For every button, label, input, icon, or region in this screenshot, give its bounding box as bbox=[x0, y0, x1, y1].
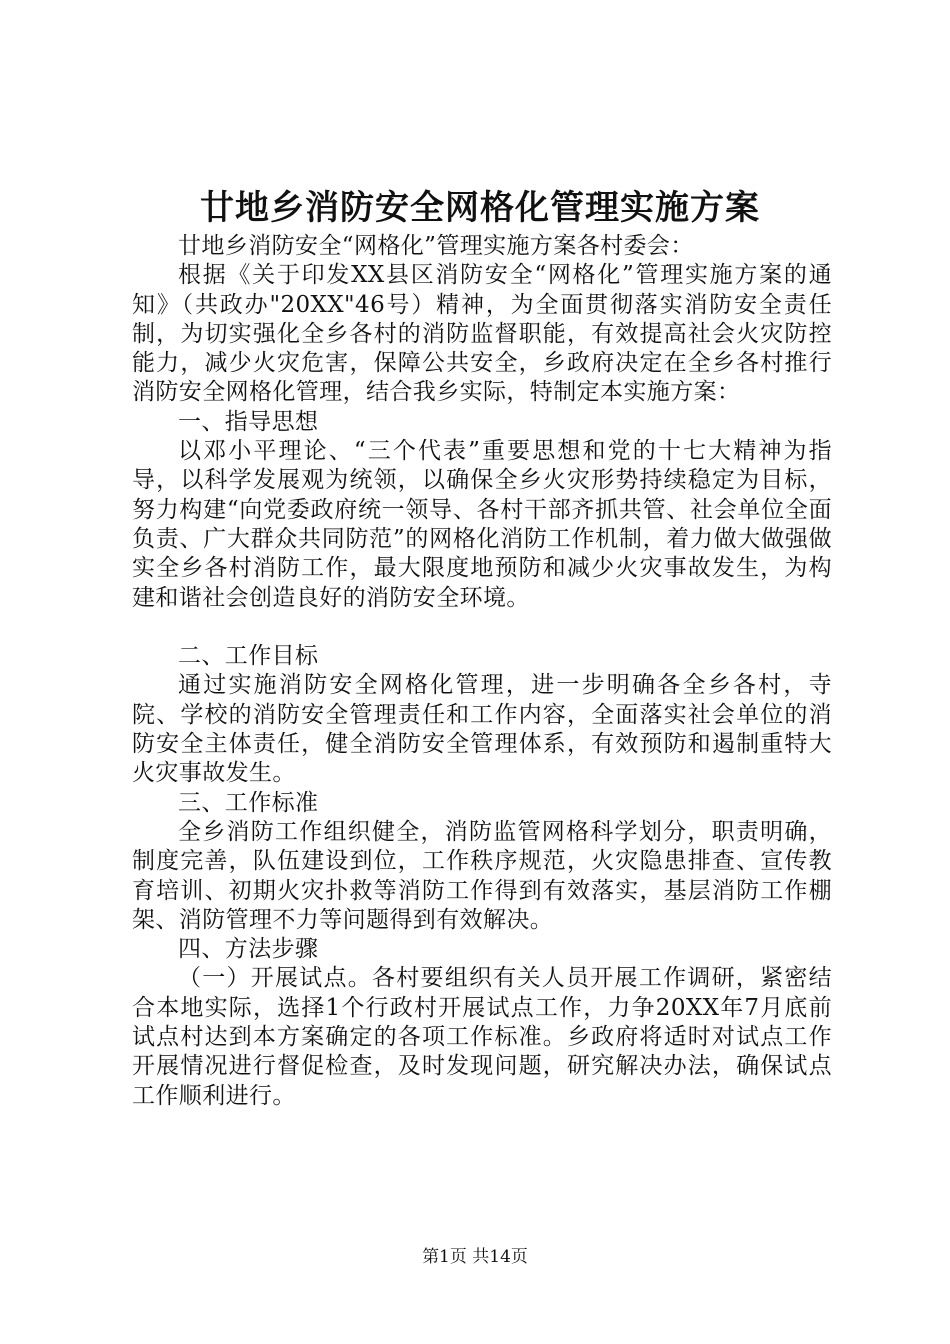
section-heading-guiding-thought: 一、指导思想 bbox=[178, 408, 319, 435]
section-heading-work-goal: 二、工作目标 bbox=[178, 643, 319, 670]
blank-line bbox=[132, 613, 832, 642]
document-title: 廿地乡消防安全网格化管理实施方案 bbox=[200, 188, 760, 228]
page-footer: 第1页 共14页 bbox=[422, 1247, 528, 1267]
work-standard-paragraph: 全乡消防工作组织健全，消防监管网格科学划分，职责明确，制度完善，队伍建设到位，工作秩序规范，火灾隐患排查、宣传教育培训、初期火灾扑救等消防工作得到有效落实，基层消防工作棚架、消防管理不力等问题得到有效解决。 bbox=[132, 818, 832, 933]
document-page bbox=[132, 186, 832, 1111]
work-goal-paragraph: 通过实施消防安全网格化管理，进一步明确各全乡各村，寺院、学校的消防安全管理责任和工作内容，全面落实社会单位的消防安全主体责任，健全消防安全管理体系，有效预防和遏制重特大火灾事故发生。 bbox=[132, 672, 832, 787]
section-heading-work-standard: 三、工作标准 bbox=[178, 789, 319, 816]
section-heading-method-steps: 四、方法步骤 bbox=[178, 936, 319, 963]
document-body bbox=[132, 232, 832, 1111]
intro-paragraph: 根据《关于印发XX县区消防安全“网格化”管理实施方案的通知》（共政办"20XX"46号）精神，为全面贯彻落实消防安全责任制，为切实强化全乡各村的消防监督职能，有效提高社会火灾防控能力，减少火灾危害，保障公共安全，乡政府决定在全乡各村推行消防安全网格化管理，结合我乡实际，特制定本实施方案： bbox=[132, 262, 832, 406]
salutation-paragraph: 廿地乡消防安全“网格化”管理实施方案各村委会： bbox=[178, 233, 694, 259]
method-steps-paragraph: （一）开展试点。各村要组织有关人员开展工作调研，紧密结合本地实际，选择1个行政村开展试点工作，力争20XX年7月底前试点村达到本方案确定的各项工作标准。乡政府将适时对试点工作开展情况进行督促检查，及时发现问题，研究解决办法，确保试点工作顺利进行。 bbox=[132, 965, 832, 1109]
guiding-thought-paragraph: 以邓小平理论、“三个代表”重要思想和党的十七大精神为指导，以科学发展观为统领，以确保全乡火灾形势持续稳定为目标，努力构建“向党委政府统一领导、各村干部齐抓共管、社会单位全面负责、广大群众共同防范”的网格化消防工作机制，着力做大做强做实全乡各村消防工作，最大限度地预防和减少火灾事故发生，为构建和谐社会创造良好的消防安全环境。 bbox=[132, 438, 832, 611]
